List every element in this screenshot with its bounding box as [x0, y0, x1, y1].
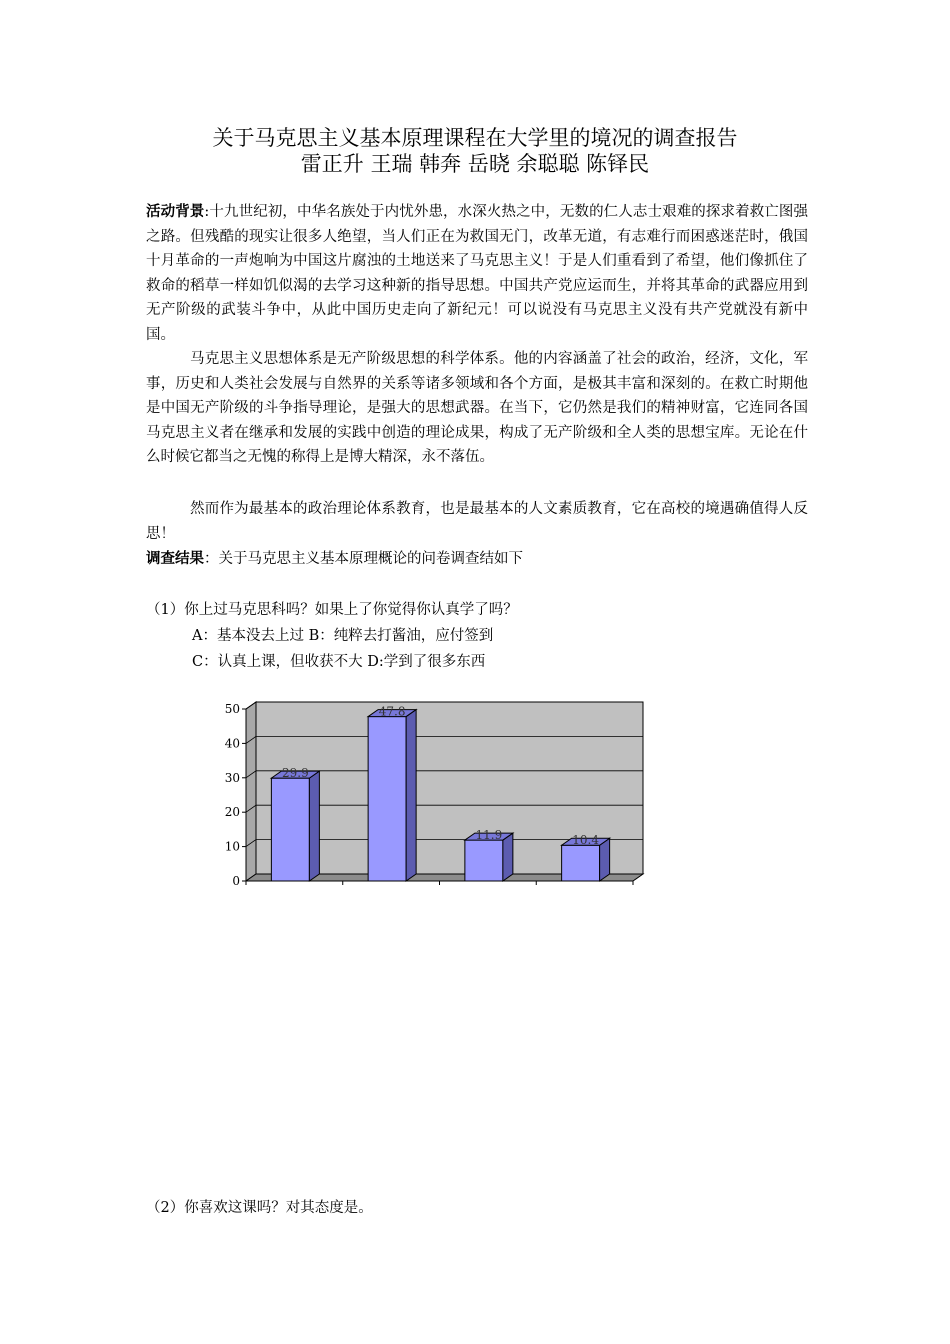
y-tick-label: 10 [224, 839, 240, 854]
author-list: 雷正升 王瑞 韩奔 岳晓 余聪聪 陈铎民 [300, 152, 650, 176]
bar-side [406, 710, 416, 881]
results-label: 调查结果 [146, 551, 204, 567]
reflection-paragraph: 然而作为最基本的政治理论体系教育，也是最基本的人文素质教育，它在高校的境遇确值得人反思！ [146, 501, 808, 542]
bar [368, 717, 406, 881]
question-2: （2）你喜欢这课吗？对其态度是。 [146, 1200, 373, 1216]
bar-side [309, 771, 319, 881]
results-text: 关于马克思主义基本原理概论的问卷调查结如下 [218, 551, 523, 567]
question-1-options-cd: C：认真上课，但收获不大 D:学到了很多东西 [192, 654, 486, 670]
y-tick-label: 40 [224, 736, 240, 751]
bar-value-label: 47.8 [378, 704, 406, 719]
plot-side-wall [246, 702, 256, 881]
bar-value-label: 11.9 [475, 828, 503, 843]
report-title: 关于马克思主义基本原理课程在大学里的境况的调查报告 [212, 126, 738, 150]
y-tick-label: 30 [224, 770, 240, 785]
background-label: 活动背景 [146, 204, 205, 220]
background-colon: : [204, 204, 210, 220]
results-paragraph [146, 547, 808, 572]
y-tick-label: 50 [224, 702, 240, 716]
question-1-bar-chart [212, 693, 652, 893]
bar [562, 845, 600, 881]
results-colon: ： [204, 551, 219, 567]
background-text: 十九世纪初，中华名族处于内忧外患，水深火热之中，无数的仁人志士艰难的探求着救亡图强之路。但残酷的现实让很多人绝望，当人们正在为救国无门，改革无道，有志难行而困惑迷茫时，俄国十月革命的一声炮响为中国这片腐浊的土地送来了马克思主义！于是人们重看到了希望，他们像抓住了救命的稻草一样如饥似渴的去学习这种新的指导思想。中国共产党应运而生，并将其革命的武器应用到无产阶级的武装斗争中，从此中国历史走向了新纪元！可以说没有马克思主义没有共产党就没有新中国。 [146, 204, 809, 343]
y-tick-label: 20 [224, 805, 240, 820]
question-1-options-ab: A：基本没去上过 B：纯粹去打酱油，应付签到 [192, 628, 494, 644]
bar [271, 778, 309, 881]
question-1: （1）你上过马克思科吗？如果上了你觉得你认真学了吗？ [146, 602, 518, 618]
bar-value-label: 10.4 [572, 833, 599, 848]
bar-value-label: 29.9 [282, 766, 309, 781]
theory-paragraph: 马克思主义思想体系是无产阶级思想的科学体系。他的内容涵盖了社会的政治，经济，文化，军事，历史和人类社会发展与自然界的关系等诸多领域和各个方面，是极其丰富和深刻的。在救亡时期他是中国无产阶级的斗争指导理论，是强大的思想武器。在当下，它仍然是我们的精神财富，它连同各国马克思主义者在继承和发展的实践中创造的理论成果，构成了无产阶级和全人类的思想宝库。无论在什么时候它都当之无愧的称得上是博大精深，永不落伍。 [146, 351, 808, 466]
bar-side [503, 833, 513, 881]
background-paragraph [146, 200, 808, 348]
bar [465, 840, 503, 881]
y-tick-label: 0 [232, 874, 240, 888]
